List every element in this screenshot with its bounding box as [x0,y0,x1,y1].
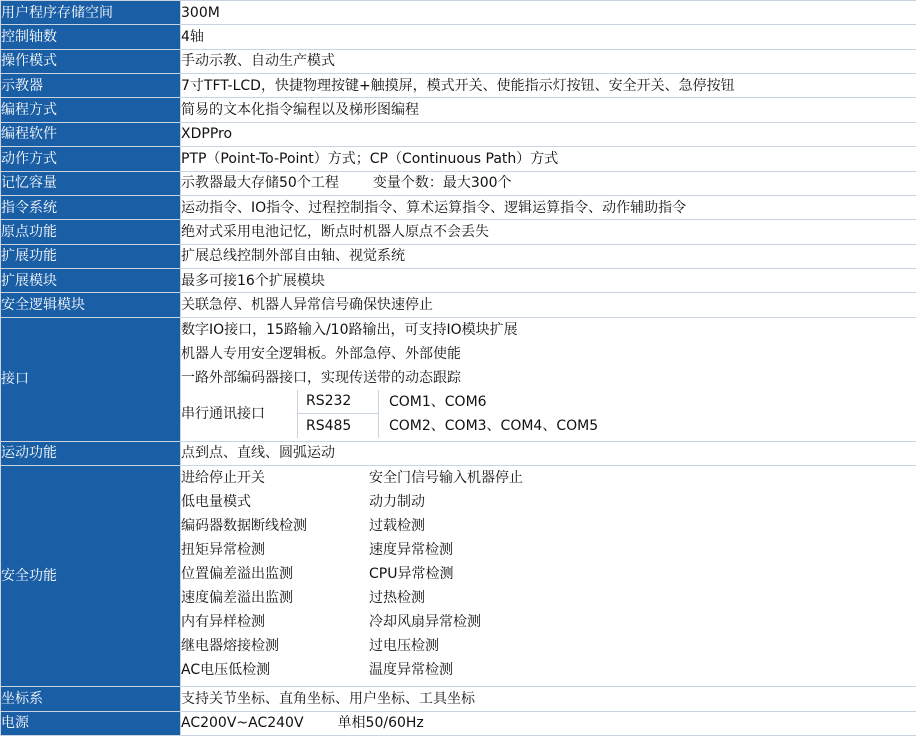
interface-value [181,317,916,441]
serial-table [181,390,599,438]
safety-item-row: 位置偏差溢出监测 CPU异常检测 [181,565,454,582]
row-label: 记忆容量 [1,171,181,195]
safety-item-row: 低电量模式 动力制动 [181,493,425,510]
serial-label: 串行通讯接口 [181,405,265,422]
row-value: 简易的文本化指令编程以及梯形图编程 [181,98,916,122]
row-label: 坐标系 [1,687,181,711]
spec-row [1,74,916,98]
spec-row [1,25,916,49]
row-label: 扩展功能 [1,244,181,268]
spec-row [1,220,916,244]
safety-item-row: 继电器熔接检测 过电压检测 [181,637,439,654]
safety-item-row: 进给停止开关 安全门信号输入机器停止 [181,469,523,486]
row-value: 扩展总线控制外部自由轴、视觉系统 [181,244,916,268]
row-value: 最多可接16个扩展模块 [181,268,916,292]
spec-row [1,244,916,268]
row-value: 4轴 [181,25,916,49]
memory-projects: 示教器最大存储50个工程 [181,175,339,192]
interface-line: 机器人专用安全逻辑板。外部急停、外部使能 [181,345,461,362]
serial-ports: COM1、COM6 [379,390,599,414]
safety-item-row: 内有异样检测 冷却风扇异常检测 [181,613,481,630]
spec-row [1,687,916,711]
spec-row [1,293,916,317]
row-value: 手动示教、自动生产模式 [181,49,916,73]
spec-row [1,171,916,195]
row-label: 控制轴数 [1,25,181,49]
row-label: 指令系统 [1,195,181,219]
safety-row [1,465,916,686]
interface-label: 接口 [1,317,181,441]
serial-type: RS485 [298,414,379,438]
row-label: 电源 [1,711,181,735]
safety-item-row: AC电压低检测 温度异常检测 [181,661,453,678]
row-label: 扩展模块 [1,268,181,292]
row-label: 原点功能 [1,220,181,244]
row-value [181,711,916,735]
row-label: 示教器 [1,74,181,98]
serial-type: RS232 [298,390,379,414]
safety-label: 安全功能 [1,465,181,686]
safety-item-row: 速度偏差溢出监测 过热检测 [181,589,425,606]
spec-row [1,147,916,171]
interface-line: 数字IO接口，15路输入/10路输出，可支持IO模块扩展 [181,321,518,338]
interface-line: 一路外部编码器接口，实现传送带的动态跟踪 [181,369,461,386]
row-label: 编程方式 [1,98,181,122]
row-value: PTP（Point-To-Point）方式；CP（Continuous Path）方式 [181,147,916,171]
spec-row [1,1,916,25]
row-value: 300M [181,1,916,25]
row-value: 支持关节坐标、直角坐标、用户坐标、工具坐标 [181,687,916,711]
row-value: XDPPro [181,122,916,146]
row-value: 绝对式采用电池记忆，断点时机器人原点不会丢失 [181,220,916,244]
interface-row [1,317,916,441]
safety-value [181,465,916,686]
safety-item-row: 编码器数据断线检测 过载检测 [181,517,425,534]
spec-row [1,98,916,122]
row-value: 点到点、直线、圆弧运动 [181,441,916,465]
row-label: 用户程序存储空间 [1,1,181,25]
row-value: 7寸TFT-LCD，快捷物理按键+触摸屏，模式开关、使能指示灯按钮、安全开关、急停按钮 [181,74,916,98]
spec-row [1,441,916,465]
memory-variables: 变量个数：最大300个 [372,175,512,192]
spec-row [1,711,916,735]
spec-row [1,268,916,292]
row-label: 编程软件 [1,122,181,146]
row-value [181,171,916,195]
row-value: 运动指令、IO指令、过程控制指令、算术运算指令、逻辑运算指令、动作辅助指令 [181,195,916,219]
safety-item-row: 扭矩异常检测 速度异常检测 [181,541,453,558]
row-label: 运动功能 [1,441,181,465]
power-voltage: AC200V~AC240V [181,715,304,732]
row-label: 动作方式 [1,147,181,171]
spec-row [1,49,916,73]
row-value: 关联急停、机器人异常信号确保快速停止 [181,293,916,317]
spec-row [1,122,916,146]
row-label: 操作模式 [1,49,181,73]
power-phase: 单相50/60Hz [337,715,424,732]
serial-ports: COM2、COM3、COM4、COM5 [379,414,599,438]
row-label: 安全逻辑模块 [1,293,181,317]
spec-row [1,195,916,219]
